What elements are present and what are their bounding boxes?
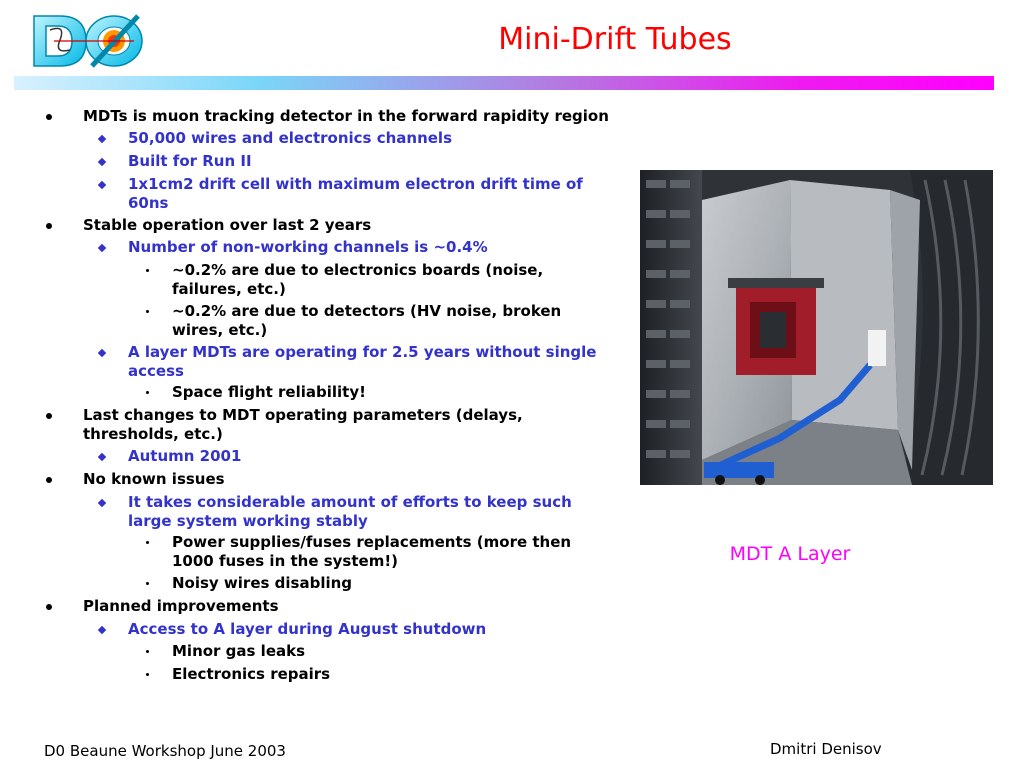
diamond-bullet-icon bbox=[97, 134, 107, 144]
diamond-bullet-icon bbox=[97, 348, 107, 358]
mdt-a-layer-photo bbox=[640, 170, 993, 485]
sub-bullet-item: Autumn 2001 bbox=[128, 447, 242, 465]
sub-bullet-item: A layer MDTs are operating for 2.5 years without single access bbox=[128, 343, 597, 380]
small-bullet-icon bbox=[145, 268, 151, 274]
diamond-bullet-icon bbox=[97, 452, 107, 462]
bullet-item: MDTs is muon tracking detector in the forward rapidity region bbox=[83, 107, 609, 125]
diamond-bullet-icon bbox=[97, 625, 107, 635]
image-caption: MDT A Layer bbox=[729, 543, 851, 565]
bullet-item: Stable operation over last 2 years bbox=[83, 216, 372, 234]
bullet-icon bbox=[44, 221, 54, 231]
d0-logo bbox=[30, 10, 148, 72]
diamond-bullet-icon bbox=[97, 498, 107, 508]
slide-title: Mini-Drift Tubes bbox=[498, 22, 732, 57]
footer-event: D0 Beaune Workshop June 2003 bbox=[44, 742, 286, 760]
small-bullet-icon bbox=[145, 540, 151, 546]
sub-bullet-item: Access to A layer during August shutdown bbox=[128, 620, 487, 638]
sub-sub-bullet-item: ~0.2% are due to electronics boards (noise, failures, etc.) bbox=[172, 261, 544, 298]
bullet-icon bbox=[44, 475, 54, 485]
sub-bullet-item: Number of non-working channels is ~0.4% bbox=[128, 238, 488, 256]
bullet-icon bbox=[44, 411, 54, 421]
bullet-item: Planned improvements bbox=[83, 597, 279, 615]
diamond-bullet-icon bbox=[97, 243, 107, 253]
sub-bullet-item: 50,000 wires and electronics channels bbox=[128, 129, 452, 147]
diamond-bullet-icon bbox=[97, 180, 107, 190]
sub-bullet-item: Built for Run II bbox=[128, 152, 252, 170]
title-divider-bar bbox=[14, 76, 994, 90]
sub-sub-bullet-item: Electronics repairs bbox=[172, 665, 331, 683]
sub-sub-bullet-item: Noisy wires disabling bbox=[172, 574, 353, 592]
small-bullet-icon bbox=[145, 309, 151, 315]
sub-sub-bullet-item: Space flight reliability! bbox=[172, 383, 366, 401]
sub-bullet-item: 1x1cm2 drift cell with maximum electron drift time of 60ns bbox=[128, 175, 583, 212]
small-bullet-icon bbox=[145, 672, 151, 678]
sub-bullet-item: It takes considerable amount of efforts to keep such large system working stably bbox=[128, 493, 572, 530]
bullet-icon bbox=[44, 112, 54, 122]
sub-sub-bullet-item: Minor gas leaks bbox=[172, 642, 306, 660]
small-bullet-icon bbox=[145, 649, 151, 655]
bullet-item: No known issues bbox=[83, 470, 225, 488]
bullet-icon bbox=[44, 602, 54, 612]
bullet-item: Last changes to MDT operating parameters (delays, thresholds, etc.) bbox=[83, 406, 523, 443]
sub-sub-bullet-item: Power supplies/fuses replacements (more then 1000 fuses in the system!) bbox=[172, 533, 572, 570]
sub-sub-bullet-item: ~0.2% are due to detectors (HV noise, broken wires, etc.) bbox=[172, 302, 562, 339]
small-bullet-icon bbox=[145, 390, 151, 396]
small-bullet-icon bbox=[145, 581, 151, 587]
diamond-bullet-icon bbox=[97, 157, 107, 167]
footer-author: Dmitri Denisov bbox=[770, 740, 882, 758]
